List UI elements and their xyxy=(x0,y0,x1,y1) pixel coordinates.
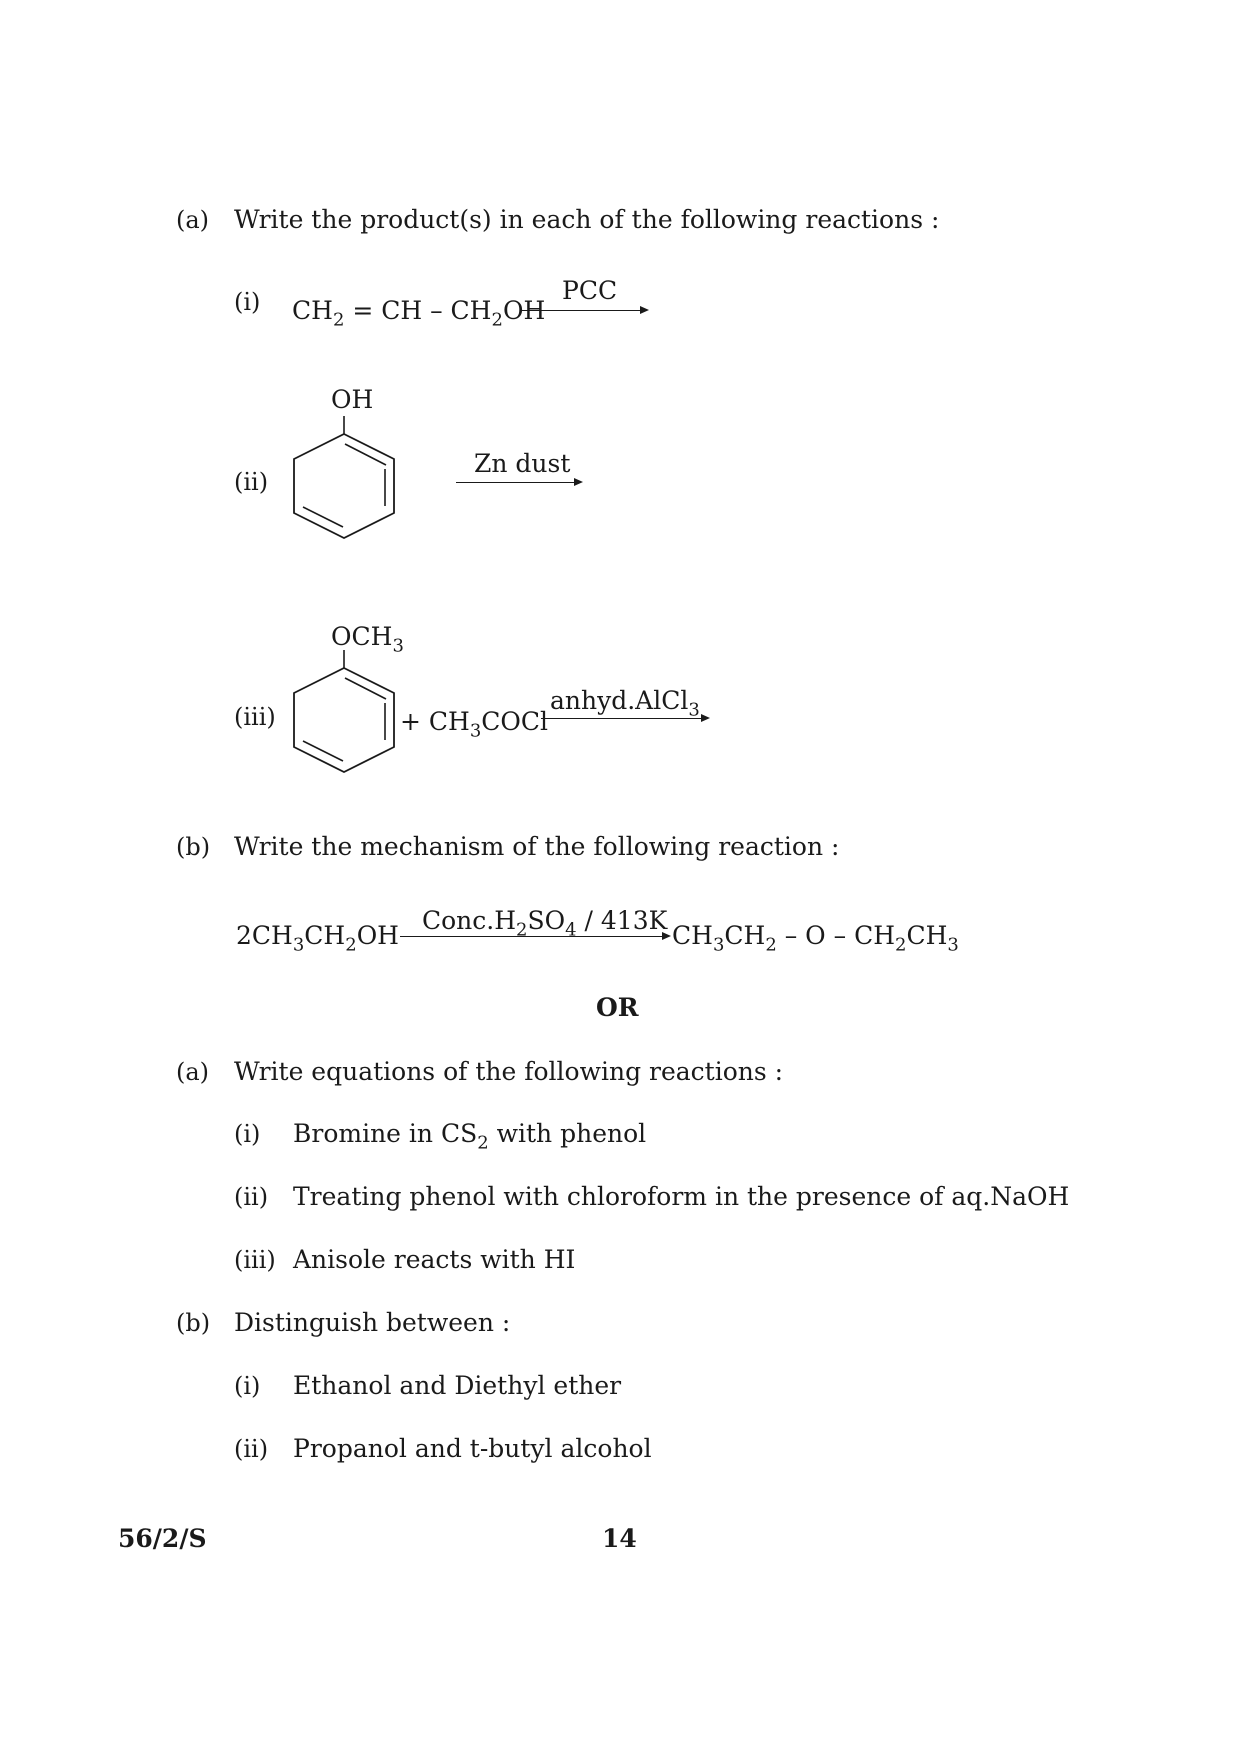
reaction-iii-label: (iii) xyxy=(234,703,276,731)
part-a2-item-iii-label: (iii) xyxy=(234,1246,276,1274)
part-a2-item-iii-text: Anisole reacts with HI xyxy=(293,1245,576,1274)
part-a2-label: (a) xyxy=(176,1058,210,1086)
part-b2-question: Distinguish between : xyxy=(234,1308,511,1337)
reaction-i-label: (i) xyxy=(234,288,261,316)
footer-code: 56/2/S xyxy=(118,1524,207,1553)
reaction-ii-arrow xyxy=(456,482,574,483)
part-a2-item-ii-text: Treating phenol with chloroform in the presence of aq.NaOH xyxy=(293,1182,1070,1211)
reaction-ii-substituent: OH xyxy=(331,385,374,414)
mechanism-arrow xyxy=(400,936,662,937)
page-number: 14 xyxy=(602,1524,637,1553)
part-b1-label: (b) xyxy=(176,833,211,861)
reaction-iii-arrow xyxy=(541,718,701,719)
part-a2-item-i-label: (i) xyxy=(234,1120,261,1148)
part-b2-item-ii-text: Propanol and t-butyl alcohol xyxy=(293,1434,652,1463)
reaction-ii-label: (ii) xyxy=(234,468,269,496)
part-a2-question: Write equations of the following reactions : xyxy=(234,1057,784,1086)
mechanism-reagent: $Conc.H_2SO_4 / 413K$ xyxy=(422,906,668,941)
reaction-i-arrow xyxy=(522,310,640,311)
part-b2-label: (b) xyxy=(176,1309,211,1337)
part-a1-question: Write the product(s) in each of the following reactions : xyxy=(234,205,940,234)
reaction-iii-reagent: anhyd.AlCl$_3$ xyxy=(550,686,700,721)
part-a2-item-i-text: Bromine in $CS_2$ with phenol xyxy=(293,1119,647,1154)
reaction-i-arrowhead xyxy=(640,306,649,314)
part-a1-label: (a) xyxy=(176,206,210,234)
reaction-i-reagent: PCC xyxy=(562,276,618,305)
part-b2-item-i-text: Ethanol and Diethyl ether xyxy=(293,1371,622,1400)
reaction-ii-arrowhead xyxy=(574,478,583,486)
mechanism-product: $CH_3CH_2$ – O – $CH_2CH_3$ xyxy=(672,921,959,956)
part-b2-item-ii-label: (ii) xyxy=(234,1435,269,1463)
benzene-ring-ii xyxy=(288,416,400,542)
reaction-iii-arrowhead xyxy=(701,714,710,722)
or-divider: OR xyxy=(596,993,639,1022)
benzene-ring-iii xyxy=(288,650,400,776)
reaction-ii-reagent: Zn dust xyxy=(474,449,571,478)
mechanism-reactant: $2CH_3CH_2OH$ xyxy=(236,921,399,956)
mechanism-arrowhead xyxy=(662,932,671,940)
part-b2-item-i-label: (i) xyxy=(234,1372,261,1400)
part-a2-item-ii-label: (ii) xyxy=(234,1183,269,1211)
part-b1-question: Write the mechanism of the following reaction : xyxy=(234,832,840,861)
reaction-iii-coreactant: + $CH_3COCl$ xyxy=(400,707,549,742)
reaction-iii-substituent: $OCH_3$ xyxy=(331,622,404,657)
reaction-i-reactant: $CH_2$ = CH – $CH_2OH$ xyxy=(292,296,546,331)
